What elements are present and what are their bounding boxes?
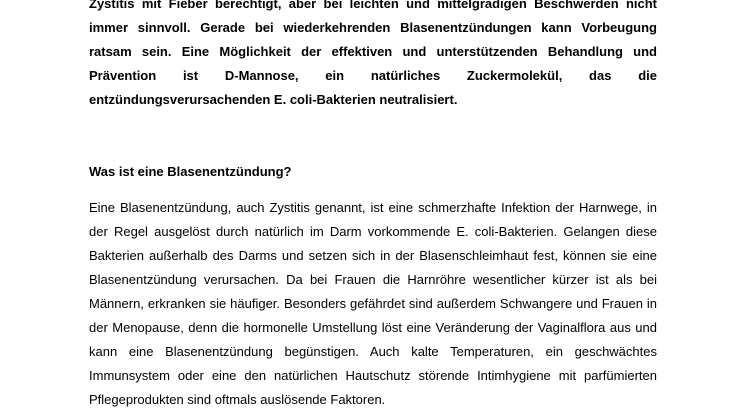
intro-paragraph: Zystitis mit Fieber berechtigt, aber bei leichten und mittelgradigen Beschwerden nicht immer sinnvoll. Gerade bei wiederkehrenden Blasenentzündungen kann Vorbeugung ratsam sein. Eine Möglichkeit der effektiven und unterstützenden Behandlung und Prävention ist D-Mannose, ein natürliches Zuckermolekül, das die entzündungsverursachenden E. coli-Bakterien neutralisiert. <box>89 0 657 107</box>
section-paragraph: Eine Blasenentzündung, auch Zystitis genannt, ist eine schmerzhafte Infektion der Harnwege, in der Regel ausgelöst durch natürlich im Darm vorkommende E. coli-Bakterien. Gelangen diese Bakterien außerhalb des Darms und setzen sich in der Blasenschleimhaut fest, können sie eine Blasenentzündung verursachen. Da bei Frauen die Harnröhre wesentlicher kürzer ist als bei Männern, erkranken sie häufiger. Besonders gefährdet sind außerdem Schwangere und Frauen in der Menopause, denn die hormonelle Umstellung löst eine Veränderung der Vaginalflora aus und kann eine Blasenentzündung begünstigen. Auch kalte Temperaturen, ein geschwächtes Immunsystem oder eine den natürlichen Hautschutz störende Intimhygiene mit parfümierten Pflegeprodukten sind oftmals auslösende Faktoren. <box>89 200 657 407</box>
section-heading: Was ist eine Blasenentzündung? <box>89 164 292 179</box>
